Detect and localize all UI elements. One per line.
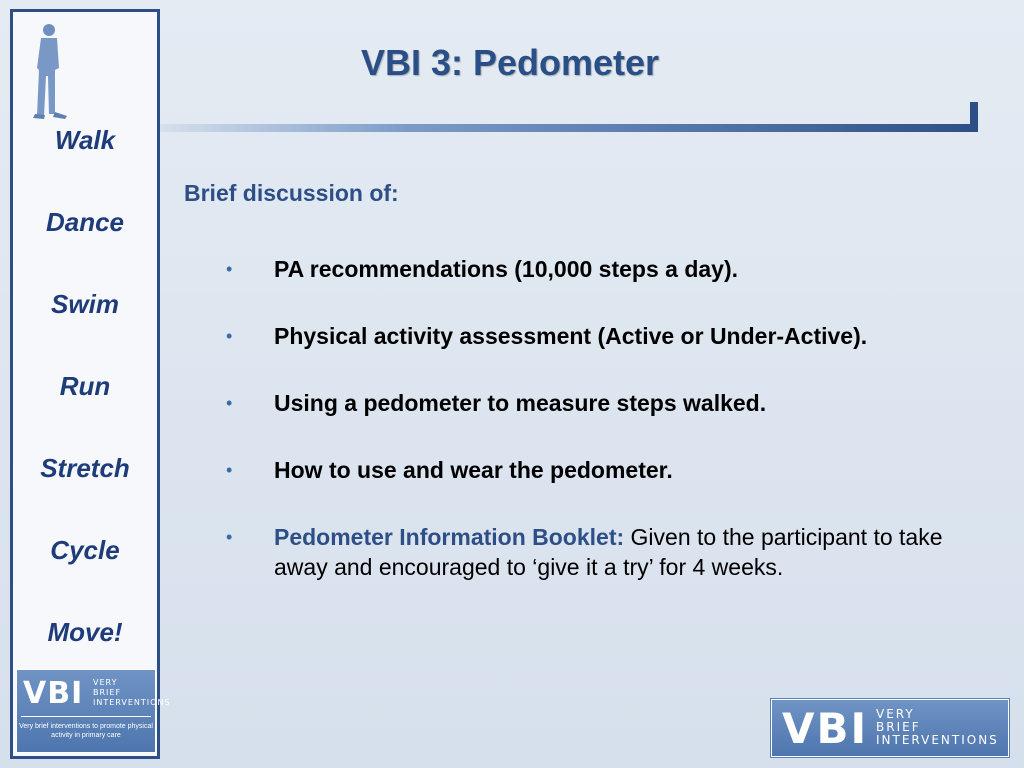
sidebar-word: Move! [47,617,123,647]
logo-line: INTERVENTIONS [876,733,999,747]
logo-vbi-text: VBI [23,676,84,711]
bullet-text: PA recommendations (10,000 steps a day). [274,256,739,282]
logo-vbi-subtext [93,678,171,708]
logo-tagline: Very brief interventions to promote physical activity in primary care [19,723,153,739]
logo-line: BRIEF [93,688,122,697]
logo-vbi-text: VBI [782,704,869,753]
bullet-text: Using a pedometer to measure steps walked. [274,390,767,416]
bullet-highlight: Pedometer Information Booklet: [274,524,625,550]
logo-vbi-subtext [876,708,999,747]
logo-line: VERY [93,678,118,687]
logo-line: BRIEF [876,720,921,734]
sidebar-word-list [13,120,157,694]
sidebar-word: Swim [51,289,119,319]
bullet-text: Physical activity assessment (Active or Under-Active). [274,323,868,349]
logo-line: INTERVENTIONS [93,698,171,707]
walking-person-icon [25,20,71,120]
sidebar-word: Walk [54,125,116,155]
slide-subheading: Brief discussion of: [184,180,399,206]
bullet-text: How to use and wear the pedometer. [274,457,673,483]
slide-title: VBI 3: Pedometer [360,42,660,83]
bullet-dot-icon: • [226,326,233,346]
logo-divider [21,716,151,717]
sidebar-panel [10,9,171,759]
bullet-dot-icon: • [226,393,233,413]
sidebar-word: Dance [45,207,125,237]
bullet-item [226,522,946,582]
bullet-item [226,388,946,418]
bullet-list [226,254,946,619]
bullet-dot-icon: • [226,259,233,279]
title-underline [160,124,978,132]
sidebar-vbi-logo [16,669,171,753]
bullet-item [226,254,946,284]
bullet-item [226,455,946,485]
corner-vbi-logo [771,699,1009,757]
sidebar-word: Run [59,371,111,401]
bullet-text: Given to the participant to take away and encouraged to ‘give it a try’ for 4 weeks. [274,524,943,580]
sidebar-word: Stretch [40,453,130,483]
title-underline-tick [970,102,978,132]
bullet-dot-icon: • [226,460,233,480]
bullet-dot-icon: • [226,527,233,547]
bullet-item [226,321,946,351]
sidebar-word: Cycle [50,535,120,565]
logo-line: VERY [876,707,915,721]
